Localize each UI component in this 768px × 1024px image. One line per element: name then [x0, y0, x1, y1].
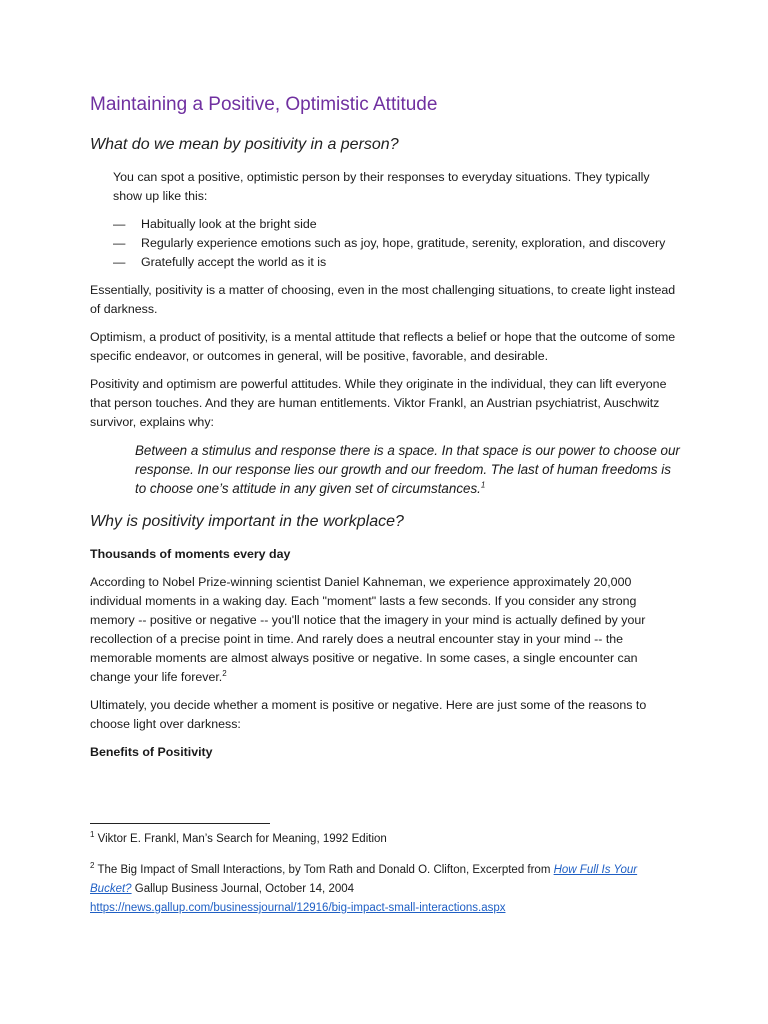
- frankl-quote: [135, 441, 680, 498]
- dash-bullet: —: [113, 217, 126, 231]
- intro-paragraph: You can spot a positive, optimistic person by their responses to everyday situations. They typically show up like this:: [113, 170, 650, 203]
- document-title: Maintaining a Positive, Optimistic Attitude: [90, 94, 438, 115]
- footnote-number: 1: [90, 830, 95, 840]
- footnote-ref-1[interactable]: 1: [480, 480, 486, 490]
- subheading-moments: Thousands of moments every day: [90, 547, 291, 561]
- footnote-1: [90, 830, 680, 849]
- footnote-text-tail: Gallup Business Journal, October 14, 2004: [131, 883, 355, 895]
- footnote-text: Viktor E. Frankl, Man’s Search for Meaning, 1992 Edition: [94, 833, 387, 845]
- quote-text: Between a stimulus and response there is a space. In that space is our power to choose our response. In our response lies our growth and our freedom. The last of human freedoms is to choose one’s attitude in any given set of circumstances.: [135, 443, 680, 496]
- paragraph-decide: Ultimately, you decide whether a moment is positive or negative. Here are just some of the reasons to choose light over darkness:: [90, 698, 647, 731]
- subheading-benefits: Benefits of Positivity: [90, 745, 213, 759]
- footnote-text: The Big Impact of Small Interactions, by Tom Rath and Donald O. Clifton, Excerpted from: [94, 864, 554, 876]
- footnote-number: 2: [90, 861, 95, 871]
- paragraph-attitudes: Positivity and optimism are powerful attitudes. While they originate in the individual, they can lift everyone that person touches. And they are human entitlements. Viktor Frankl, an Austrian psychiatrist, Auschwitz survivor, explains why:: [90, 377, 667, 429]
- footnote-ref-2[interactable]: 2: [222, 668, 227, 678]
- list-item: [113, 253, 680, 272]
- section-heading-positivity: What do we mean by positivity in a person?: [90, 136, 399, 153]
- paragraph-choosing: Essentially, positivity is a matter of choosing, even in the most challenging situations, to create light instead of darkness.: [90, 283, 676, 316]
- section-heading-workplace: Why is positivity important in the workplace?: [90, 513, 404, 530]
- gallup-url-link[interactable]: https://news.gallup.com/businessjournal/12916/big-impact-small-interactions.aspx: [90, 902, 506, 914]
- dash-bullet: —: [113, 255, 126, 269]
- dash-bullet: —: [113, 236, 126, 250]
- list-item: [113, 215, 680, 234]
- list-item-text: Regularly experience emotions such as joy, hope, gratitude, serenity, exploration, and discovery: [141, 236, 666, 250]
- footnotes: [90, 823, 680, 930]
- paragraph-kahneman-text: According to Nobel Prize-winning scientist Daniel Kahneman, we experience approximately 20,000 individual moments in a waking day. Each "moment" lasts a few seconds. If you consider any strong memory -- positive or negative -- you'll notice that the imagery in your mind is actually defined by your recollection of a precise point in time. And rarely does a neutral encounter stay in your mind -- the memorable moments are almost always positive or negative. In some cases, a single encounter can change your life forever.: [90, 575, 646, 684]
- footnote-2: [90, 861, 680, 918]
- book-title-link[interactable]: How Full Is Your Bucket?: [90, 864, 638, 895]
- paragraph-kahneman: [90, 573, 680, 687]
- list-item-text: Gratefully accept the world as it is: [141, 255, 327, 269]
- paragraph-optimism: Optimism, a product of positivity, is a mental attitude that reflects a belief or hope that the outcome of some specific endeavor, or outcomes in general, will be positive, favorable, and desirable.: [90, 330, 676, 363]
- document-body: [90, 92, 680, 771]
- footnote-divider: [90, 823, 270, 824]
- list-item-text: Habitually look at the bright side: [141, 217, 317, 231]
- list-item: [113, 234, 680, 253]
- traits-list: [113, 215, 680, 272]
